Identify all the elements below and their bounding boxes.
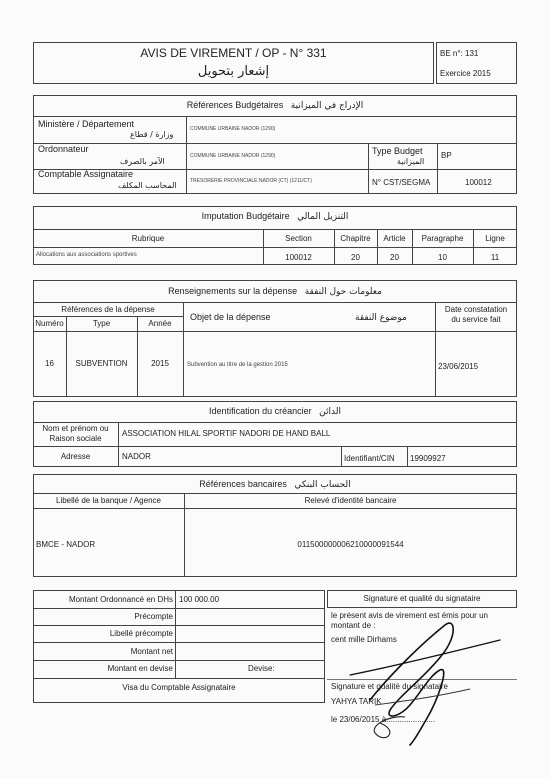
- divider: [407, 446, 408, 467]
- divider: [33, 422, 517, 423]
- divider: [118, 422, 119, 467]
- divider: [33, 116, 517, 117]
- comptable-label: Comptable Assignataire: [38, 169, 134, 179]
- divider: [33, 446, 517, 447]
- divider: [33, 508, 517, 509]
- ordonnateur-label-ar: الآمر بالصرف: [120, 157, 165, 166]
- nom-label-1: Nom et prénom ou: [42, 424, 109, 433]
- ref-depense-label: Références de la dépense: [61, 305, 155, 314]
- adresse-value: NADOR: [122, 452, 151, 461]
- bancaires-title-fr: Références bancaires: [199, 479, 287, 489]
- bancaires-section-title: [33, 480, 517, 490]
- ligne-value: 11: [490, 253, 500, 262]
- signature-date: le 23/06/2015 à......................: [331, 715, 436, 724]
- ordonnateur-label: Ordonnateur: [38, 144, 89, 154]
- type-budget-label: Type Budget: [372, 146, 423, 156]
- divider: [33, 247, 517, 248]
- signature-line-1: le présent avis de virement est émis pour un: [331, 611, 488, 620]
- date-value: 23/06/2015: [438, 362, 479, 371]
- objet-value: Subvention au titre de la gestion 2015: [187, 362, 288, 368]
- divider: [186, 116, 187, 194]
- divider: [33, 302, 517, 303]
- article-value: 20: [390, 253, 399, 262]
- exercice: Exercice 2015: [440, 69, 491, 78]
- adresse-label: Adresse: [60, 452, 91, 461]
- divider: [33, 625, 325, 626]
- rib-label: Relevé d'identité bancaire: [304, 496, 397, 505]
- signature-label: Signature et qualité du signataire: [331, 682, 448, 691]
- cst-label: N° CST/SEGMA: [372, 178, 431, 187]
- divider: [33, 143, 517, 144]
- divider: [33, 608, 325, 609]
- depense-title-fr: Renseignements sur la dépense: [168, 286, 298, 296]
- creancier-title-fr: Identification du créancier: [209, 406, 312, 416]
- ministere-label-ar: وزارة / قطاع: [130, 130, 174, 139]
- col-header-section: Section: [285, 234, 312, 243]
- divider: [33, 660, 325, 661]
- divider: [33, 642, 325, 643]
- montant-ordonnance-label: Montant Ordonnancé en DHs: [68, 595, 173, 604]
- bancaires-title-ar: الحساب البنكي: [294, 480, 351, 490]
- objet-label-ar: موضوع النفقة: [355, 313, 407, 323]
- type-budget-value: BP: [441, 151, 452, 160]
- date-label-1: Date constatation: [444, 305, 508, 314]
- col-header-rubrique: Rubrique: [131, 234, 165, 243]
- ministere-value: COMMUNE URBAINE NADOR (1290): [190, 126, 276, 132]
- date-label-2: du service fait: [451, 315, 501, 324]
- annee-label: Année: [148, 319, 172, 328]
- divider: [33, 678, 325, 679]
- libelle-precompte-label: Libellé précompte: [109, 629, 173, 638]
- budget-section-title: [33, 101, 517, 111]
- montant-devise-label: Montant en devise: [107, 664, 173, 673]
- col-header-chapitre: Chapitre: [340, 234, 371, 243]
- precompte-label: Précompte: [134, 612, 173, 621]
- divider: [33, 331, 517, 332]
- chapitre-value: 20: [351, 253, 360, 262]
- handwritten-signature: [330, 605, 510, 755]
- col-header-ligne: Ligne: [485, 234, 505, 243]
- visa-label: Visa du Comptable Assignataire: [122, 683, 236, 692]
- col-header-paragraphe: Paragraphe: [421, 234, 464, 243]
- divider: [33, 316, 183, 317]
- divider: [33, 229, 517, 230]
- depense-title-ar: معلومات حول النفقة: [304, 287, 382, 297]
- objet-label: Objet de la dépense: [190, 312, 271, 322]
- nom-label-2: Raison sociale: [49, 434, 102, 443]
- rib-value: 011500000006210000091544: [297, 540, 404, 549]
- budget-title-fr: Références Budgétaires: [186, 100, 284, 110]
- ministere-label: Ministère / Département: [38, 119, 135, 129]
- divider: [437, 143, 438, 194]
- imputation-title-ar: التنزيل المالي: [297, 212, 349, 222]
- document-title-arabic: إشعار بتحويل: [197, 64, 270, 79]
- col-header-article: Article: [383, 234, 406, 243]
- divider: [184, 493, 185, 577]
- ordonnateur-value: COMMUNE URBAINE NADOR (1290): [190, 153, 276, 159]
- creancier-section-title: [33, 407, 517, 417]
- montant-ordonnance-value: 100 000.00: [179, 595, 220, 604]
- divider: [183, 302, 184, 397]
- comptable-label-ar: المحاسب المكلف: [118, 181, 177, 190]
- montant-net-label: Montant net: [130, 647, 173, 656]
- numero-label: Numéro: [35, 319, 64, 328]
- paragraphe-value: 10: [438, 253, 447, 262]
- type-label: Type: [92, 319, 111, 328]
- signatory-name: YAHYA TARIK: [331, 697, 382, 706]
- divider: [66, 316, 67, 397]
- divider: [341, 446, 342, 467]
- depense-section-title: [33, 287, 517, 297]
- rubrique-value: Allocations aux associations sportives: [36, 252, 137, 258]
- type-budget-label-ar: الميزانية: [397, 157, 425, 166]
- budget-title-ar: الإدراج في الميزانية: [290, 101, 364, 111]
- banque-label: Libellé de la banque / Agence: [56, 496, 161, 505]
- annee-value: 2015: [151, 359, 169, 368]
- signature-line-2: montant de :: [331, 621, 376, 630]
- imputation-section-title: [33, 212, 517, 222]
- identifiant-value: 19909927: [410, 454, 446, 463]
- depense-section: [33, 280, 517, 397]
- nom-value: ASSOCIATION HILAL SPORTIF NADORI DE HAND BALL: [122, 429, 331, 438]
- divider: [137, 316, 138, 397]
- section-value: 100012: [285, 253, 312, 262]
- creancier-title-ar: الدائن: [319, 407, 341, 417]
- cst-value: 100012: [465, 178, 492, 187]
- identifiant-label: Identifiant/CIN: [344, 454, 395, 463]
- devise-label: Devise:: [248, 664, 275, 673]
- divider: [33, 493, 517, 494]
- comptable-value: TRESORERIE PROVINCIALE NADOR (CT) (1211/CT): [190, 178, 312, 184]
- signature-title: Signature et qualité du signataire: [363, 594, 481, 603]
- be-number: BE n°: 131: [440, 49, 479, 58]
- type-value: SUBVENTION: [75, 359, 128, 368]
- divider: [368, 143, 369, 194]
- document-title: AVIS DE VIREMENT / OP - N° 331: [140, 46, 327, 60]
- amount-in-words: cent mille Dirhams: [331, 635, 397, 644]
- imputation-title-fr: Imputation Budgétaire: [201, 211, 290, 221]
- banque-value: BMCE - NADOR: [36, 540, 96, 549]
- numero-value: 16: [45, 359, 54, 368]
- divider: [175, 590, 176, 678]
